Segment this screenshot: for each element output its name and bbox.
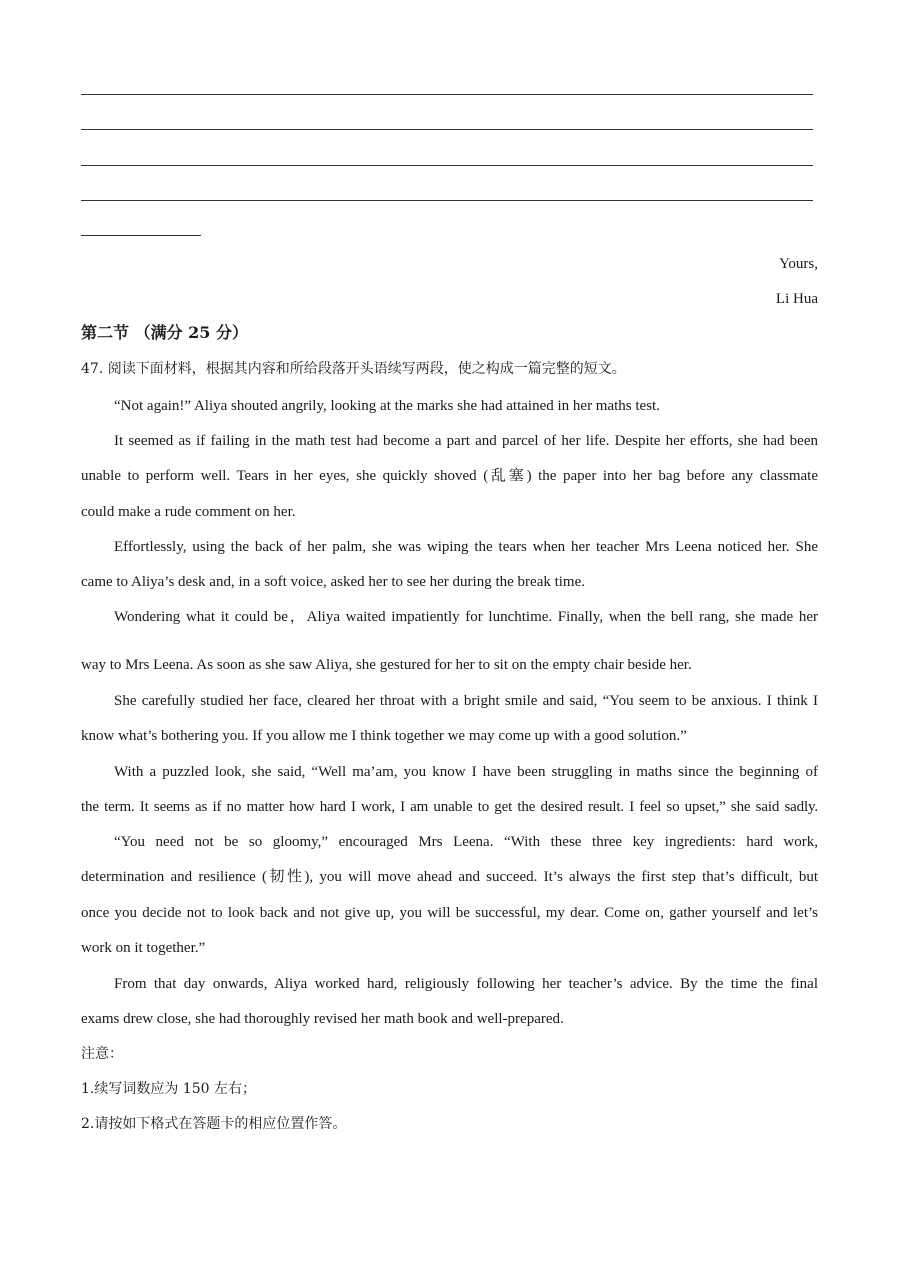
story-line: the term. It seems as if no matter how hard I work, I am unable to get the desired result. I feel so upset,” she said sadly. xyxy=(81,799,818,815)
story-line: It seemed as if failing in the math test had become a part and parcel of her life. Despite her efforts, she had been xyxy=(114,433,818,449)
story-line: work on it together.” xyxy=(81,940,206,956)
answer-line xyxy=(81,200,813,201)
notes-heading: 注意： xyxy=(81,1046,123,1062)
story-line: unable to perform well. Tears in her eyes, she quickly shoved (乱塞) the paper into her bag before any classmate xyxy=(81,468,818,484)
story-line: “Not again!” Aliya shouted angrily, looking at the marks she had attained in her maths test. xyxy=(114,398,660,414)
story-line: “You need not be so gloomy,” encouraged Mrs Leena. “With these three key ingredients: hard work, xyxy=(114,834,818,850)
story-line: Effortlessly, using the back of her palm, she was wiping the tears when her teacher Mrs Leena noticed her. She xyxy=(114,539,818,555)
story-line: She carefully studied her face, cleared her throat with a bright smile and said, “You seem to be anxious. I think I xyxy=(114,693,818,709)
closing-name: Li Hua xyxy=(775,291,818,307)
story-line: could make a rude comment on her. xyxy=(81,504,296,520)
closing-salutation: Yours, xyxy=(779,256,818,272)
story-line: From that day onwards, Aliya worked hard, religiously following her teacher’s advice. By the time the final xyxy=(114,976,818,992)
answer-line xyxy=(81,94,813,95)
notes-item: 1.续写词数应为 150 左右； xyxy=(81,1081,256,1097)
story-line: once you decide not to look back and not give up, you will be successful, my dear. Come on, gather yourself and let’s xyxy=(81,905,818,921)
answer-line xyxy=(81,165,813,166)
story-line: Wondering what it could be，Aliya waited impatiently for lunchtime. Finally, when the bell rang, she made her xyxy=(114,609,818,625)
story-line: way to Mrs Leena. As soon as she saw Aliya, she gestured for her to sit on the empty chair beside her. xyxy=(81,657,692,673)
story-line: came to Aliya’s desk and, in a soft voice, asked her to see her during the break time. xyxy=(81,574,586,590)
story-line: exams drew close, she had thoroughly revised her math book and well-prepared. xyxy=(81,1011,564,1027)
story-line: know what’s bothering you. If you allow me I think together we may come up with a good solution.” xyxy=(81,728,687,744)
answer-line xyxy=(81,235,201,236)
section-title: 第二节 （满分 25 分） xyxy=(81,323,248,342)
story-line: determination and resilience (韧性), you will move ahead and succeed. It’s always the first step that’s difficult, but xyxy=(81,869,818,885)
question-prompt: 47. 阅读下面材料，根据其内容和所给段落开头语续写两段，使之构成一篇完整的短文。 xyxy=(81,361,626,377)
answer-line xyxy=(81,129,813,130)
notes-item: 2.请按如下格式在答题卡的相应位置作答。 xyxy=(81,1116,347,1132)
story-line: With a puzzled look, she said, “Well ma’am, you know I have been struggling in maths since the beginning of xyxy=(114,764,818,780)
